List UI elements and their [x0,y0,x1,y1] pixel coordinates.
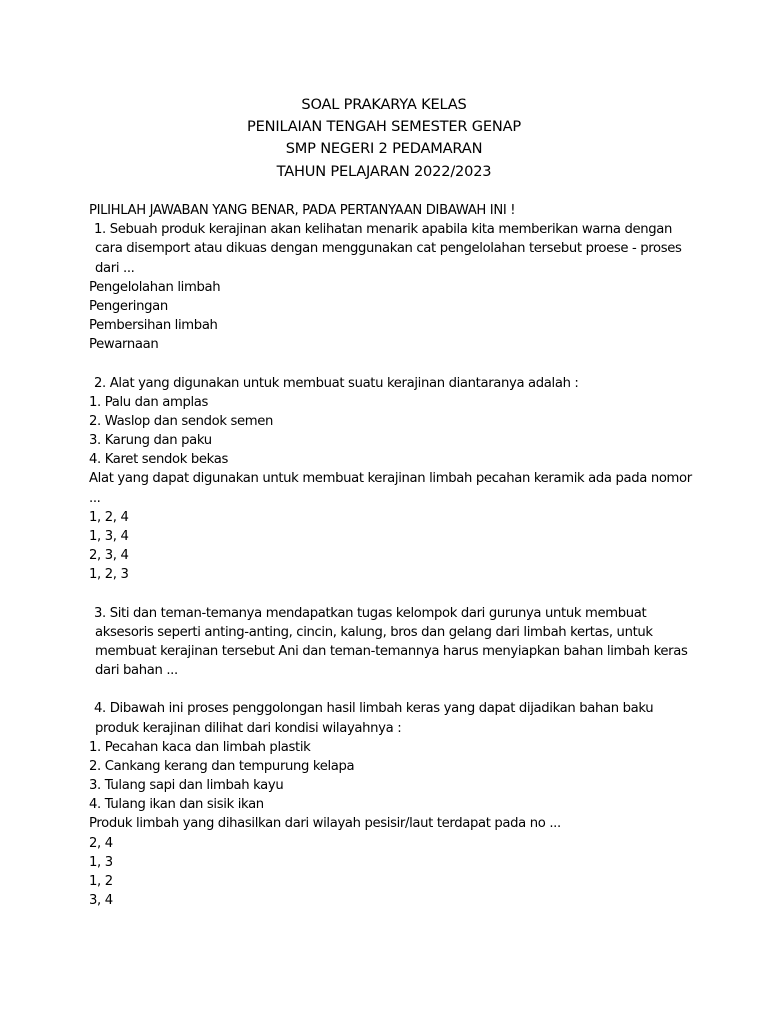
list-item: 3. Tulang sapi dan limbah kayu [89,778,284,794]
question-1 [89,220,689,354]
header-school: SMP NEGERI 2 PEDAMARAN [285,140,483,158]
question-3-line: 3. Siti dan teman-temanya mendapatkan tugas kelompok dari gurunya untuk membuat [94,605,647,621]
question-3 [89,604,689,681]
document-header [0,94,768,183]
answer-option: 3, 4 [89,893,113,909]
answer-option: 2, 3, 4 [89,548,129,564]
list-item: 4. Tulang ikan dan sisik ikan [89,797,264,813]
question-body [89,201,692,910]
question-3-line: dari bahan ... [95,663,178,679]
question-2-stem: 2. Alat yang digunakan untuk membuat suatu kerajinan diantaranya adalah : [94,375,579,391]
answer-option: 1, 2, 4 [89,509,129,525]
answer-option: Pengeringan [89,298,168,314]
answer-option: 1, 3 [89,854,113,870]
question-4 [89,699,689,910]
answer-option: 1, 2 [89,874,113,889]
list-item: 2. Waslop dan sendok semen [89,413,274,429]
question-2-prompt: Alat yang dapat digunakan untuk membuat kerajinan limbah pecahan keramik ada pada nomor [89,471,692,487]
answer-option: Pewarnaan [89,337,159,353]
question-2-prompt: ... [89,490,101,506]
question-3-line: aksesoris seperti anting-anting, cincin, kalung, bros dan gelang dari limbah kertas, untuk [95,624,653,640]
spacer [89,355,689,374]
question-1-line: dari ... [95,260,135,276]
question-3-line: membuat kerajinan tersebut Ani dan teman-temannya harus menyiapkan bahan limbah keras [95,643,688,659]
list-item: 4. Karet sendok bekas [89,452,228,468]
list-item: 2. Cankang kerang dan tempurung kelapa [89,758,355,774]
instruction: PILIHLAH JAWABAN YANG BENAR, PADA PERTANYAAN DIBAWAH INI ! [89,203,516,218]
header-title: SOAL PRAKARYA KELAS [301,96,467,113]
question-4-prompt: Produk limbah yang dihasilkan dari wilayah pesisir/laut terdapat pada no ... [89,816,561,832]
answer-option: 2, 4 [89,835,113,851]
question-1-line: 1. Sebuah produk kerajinan akan kelihatan menarik apabila kita memberikan warna dengan [94,222,673,238]
answer-option: Pembersihan limbah [89,318,218,334]
answer-option: Pengelolahan limbah [89,279,221,295]
list-item: 3. Karung dan paku [89,433,212,449]
spacer [89,585,689,604]
list-item: 1. Pecahan kaca dan limbah plastik [89,739,311,755]
header-exam: PENILAIAN TENGAH SEMESTER GENAP [247,118,521,136]
answer-option: 1, 3, 4 [89,529,129,544]
question-2 [89,374,692,585]
answer-option: 1, 2, 3 [89,567,129,583]
question-4-line: produk kerajinan dilihat dari kondisi wilayahnya : [95,720,402,736]
list-item: 1. Palu dan amplas [89,394,209,410]
header-year: TAHUN PELAJARAN 2022/2023 [276,162,492,180]
question-1-line: cara disemport atau dikuas dengan menggunakan cat pengelolahan tersebut proese - proses [95,241,682,257]
question-4-line: 4. Dibawah ini proses penggolongan hasil limbah keras yang dapat dijadikan bahan baku [94,701,654,717]
spacer [89,680,689,699]
